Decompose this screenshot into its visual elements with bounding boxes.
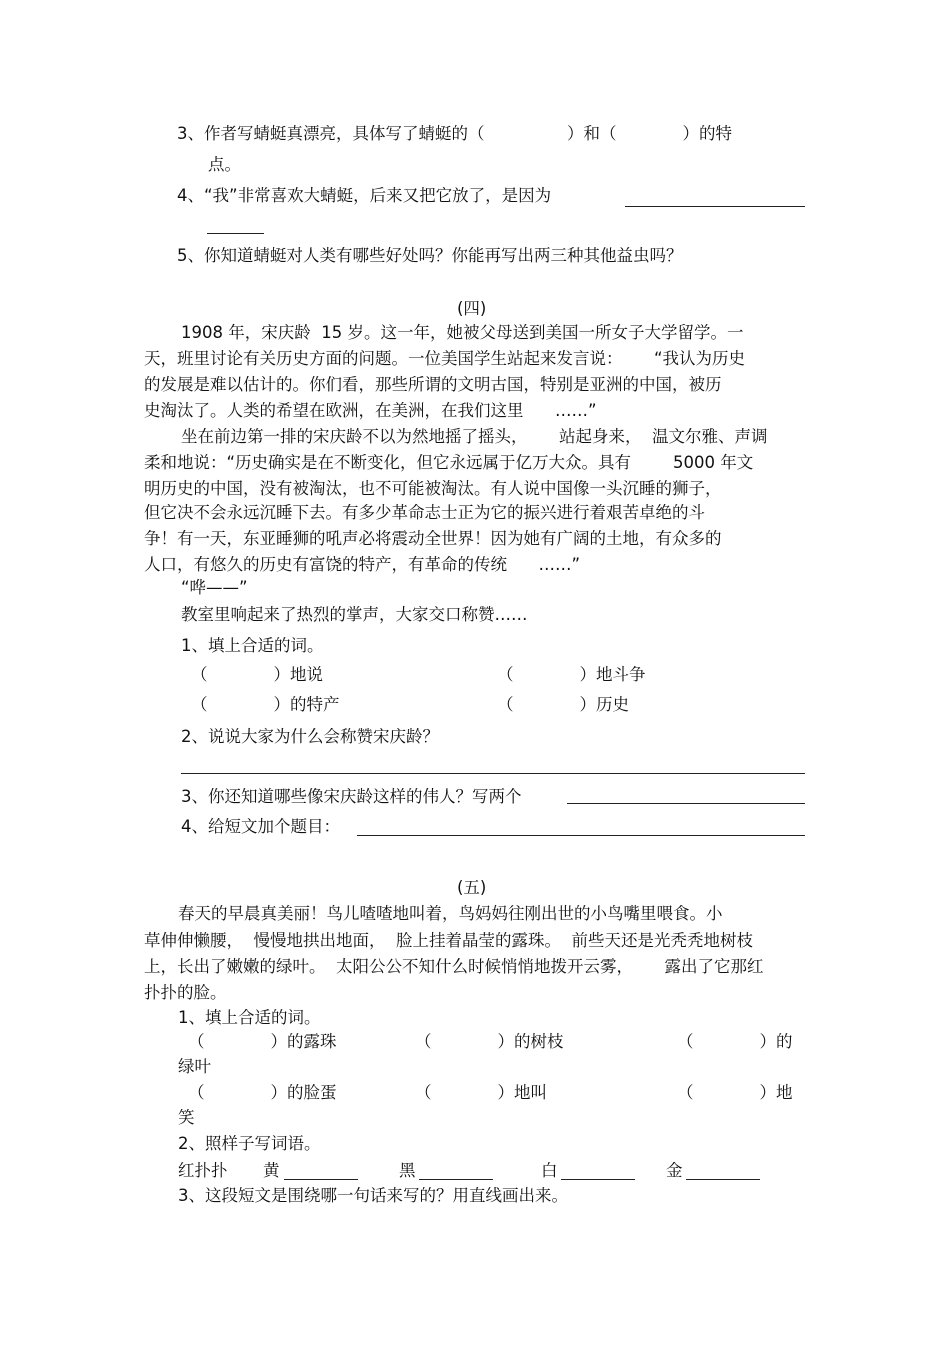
s5-q2-blank2[interactable] <box>419 1179 493 1180</box>
s4-q4-answer-line[interactable] <box>357 835 805 836</box>
s5-q2-example: 红扑扑 <box>178 1161 228 1180</box>
s4-q1-item4: （ ）历史 <box>497 695 629 714</box>
s4-p1-line3: 的发展是难以估计的。你们看，那些所谓的文明古国，特别是亚洲的中国，被历 <box>144 375 722 394</box>
s3-q4-answer-line-2[interactable] <box>207 233 264 234</box>
s5-q1-row1-wrap: 绿叶 <box>178 1057 211 1076</box>
s4-p2-line6: 人口，有悠久的历史有富饶的特产，有革命的传统 ……” <box>144 555 581 574</box>
s4-p2-line2: 柔和地说：“历史确实是在不断变化，但它永远属于亿万大众。具有 5000 年文 <box>144 453 754 472</box>
s5-q2-item1: 黄 <box>263 1161 280 1180</box>
s3-q5: 5、你知道蜻蜓对人类有哪些好处吗？你能再写出两三种其他益虫吗？ <box>177 246 683 265</box>
s4-q3-answer-line[interactable] <box>567 803 805 804</box>
s3-q4-answer-line[interactable] <box>625 206 805 207</box>
s4-p1-line2: 天，班里讨论有关历史方面的问题。一位美国学生站起来发言说： “我认为历史 <box>144 349 746 368</box>
s4-p3: “哗——” <box>181 578 248 597</box>
s4-p2-line5: 争！有一天，东亚睡狮的吼声必将震动全世界！因为她有广阔的土地，有众多的 <box>144 529 722 548</box>
s4-q1-item1: （ ）地说 <box>191 665 323 684</box>
s4-p4: 教室里响起来了热烈的掌声，大家交口称赞…… <box>181 605 528 624</box>
s5-q1: 1、填上合适的词。 <box>178 1008 321 1027</box>
s5-q1-row2-item1: （ ）的脸蛋 <box>188 1083 337 1102</box>
s5-p1-line3: 上，长出了嫩嫩的绿叶。 太阳公公不知什么时候悄悄地拨开云雾， 露出了它那红 <box>144 957 764 976</box>
s5-q2-blank3[interactable] <box>561 1179 635 1180</box>
s5-q1-row2-item2: （ ）地叫 <box>415 1083 547 1102</box>
s5-p1-line2: 草伸伸懒腰， 慢慢地拱出地面， 脸上挂着晶莹的露珠。 前些天还是光秃秃地树枝 <box>144 931 753 950</box>
s4-p1-line4: 史淘汰了。人类的希望在欧洲，在美洲，在我们这里 ……” <box>144 401 597 420</box>
s4-p2-line3: 明历史的中国，没有被淘汰，也不可能被淘汰。有人说中国像一头沉睡的狮子， <box>144 479 722 498</box>
s5-q1-row1-item1: （ ）的露珠 <box>188 1032 337 1051</box>
s4-q3: 3、你还知道哪些像宋庆龄这样的伟人？写两个 <box>181 787 522 806</box>
s5-q2-item2: 黑 <box>399 1161 416 1180</box>
s4-q1: 1、填上合适的词。 <box>181 636 324 655</box>
s5-q2: 2、照样子写词语。 <box>178 1134 321 1153</box>
s5-q2-blank1[interactable] <box>284 1179 358 1180</box>
s4-q2-answer-line[interactable] <box>181 773 805 774</box>
s4-q1-item2: （ ）地斗争 <box>497 665 646 684</box>
s5-p1-line4: 扑扑的脸。 <box>144 983 227 1002</box>
s4-q1-item3: （ ）的特产 <box>191 695 340 714</box>
s3-q3-line2: 点。 <box>208 155 241 174</box>
s5-q1-row2-item3: （ ）地 <box>677 1083 793 1102</box>
s4-p2-line4: 但它决不会永远沉睡下去。有多少革命志士正为它的振兴进行着艰苦卓绝的斗 <box>144 503 705 522</box>
s4-q2: 2、说说大家为什么会称赞宋庆龄？ <box>181 727 439 746</box>
s5-q1-row1-item3: （ ）的 <box>677 1032 793 1051</box>
s5-p1-line1: 春天的早晨真美丽！鸟儿喳喳地叫着，鸟妈妈往刚出世的小鸟嘴里喂食。小 <box>178 904 723 923</box>
s5-q2-item4: 金 <box>666 1161 683 1180</box>
s4-q4: 4、给短文加个题目： <box>181 817 340 836</box>
s3-q4: 4、“我”非常喜欢大蜻蜓，后来又把它放了，是因为 <box>177 186 552 205</box>
s5-q3: 3、这段短文是围绕哪一句话来写的？用直线画出来。 <box>178 1186 568 1205</box>
s4-heading: (四) <box>457 299 487 318</box>
s4-p1-line1: 1908 年，宋庆龄 15 岁。这一年，她被父母送到美国一所女子大学留学。一 <box>181 323 744 342</box>
s5-heading: (五) <box>457 878 487 897</box>
s5-q1-row2-wrap: 笑 <box>178 1108 195 1127</box>
s5-q2-blank4[interactable] <box>686 1179 760 1180</box>
s5-q1-row1-item2: （ ）的树枝 <box>415 1032 564 1051</box>
s4-p2-line1: 坐在前边第一排的宋庆龄不以为然地摇了摇头， 站起身来， 温文尔雅、声调 <box>181 427 768 446</box>
s3-q3-line1: 3、作者写蜻蜓真漂亮，具体写了蜻蜓的（ ）和（ ）的特 <box>177 124 732 143</box>
s5-q2-item3: 白 <box>541 1161 558 1180</box>
